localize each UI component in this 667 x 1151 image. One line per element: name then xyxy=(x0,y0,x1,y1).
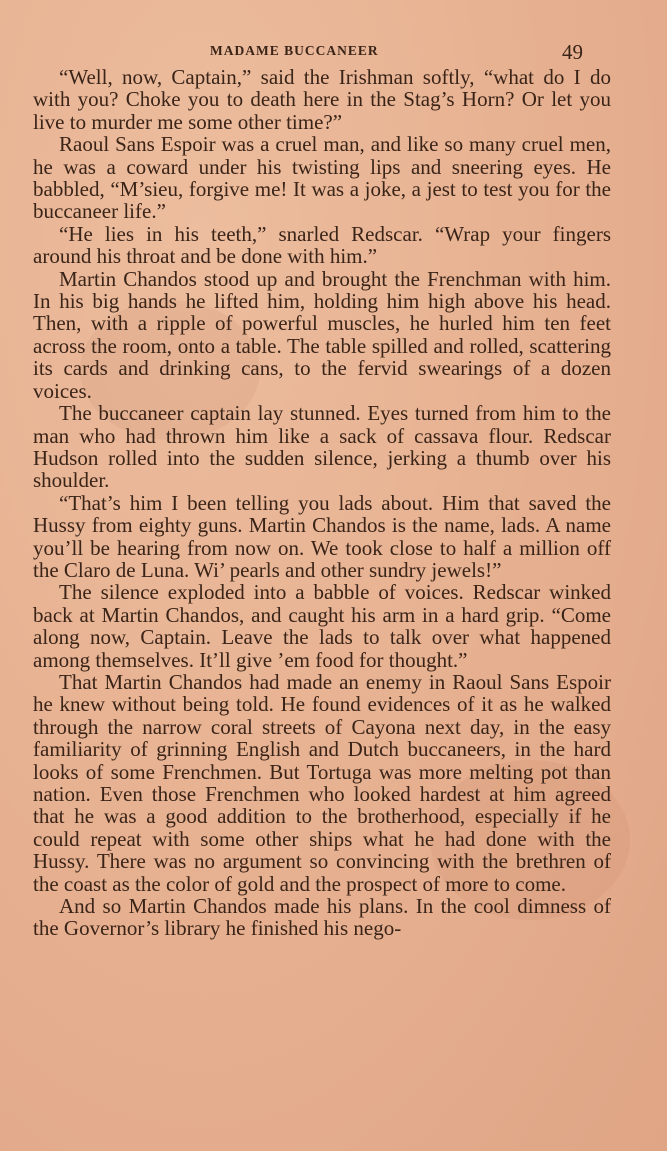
page-number: 49 xyxy=(562,40,583,64)
running-head: MADAME BUCCANEER xyxy=(210,43,379,58)
paragraph: And so Martin Chandos made his plans. In the cool dimness of the Governor’s library he finished his nego- xyxy=(33,894,611,941)
paragraph: That Martin Chandos had made an enemy in Raoul Sans Espoir he knew without being told. He found evidences of it as he walked through the narrow coral streets of Cayona next day, in the easy familiarity of grinning English and Dutch buccaneers, in the hard looks of some Frenchmen. But Tortuga was more melting pot than nation. Even those Frenchmen who looked hardest at him agreed that he was a good addition to the brotherhood, especially if he could repeat with some other ships what he had done with the Hussy. There was no argument so convincing with the brethren of the coast as the color of gold and the prospect of more to come. xyxy=(33,669,611,896)
paragraph: The buccaneer captain lay stunned. Eyes turned from him to the man who had thrown him like a sack of cassava flour. Redscar Hudson rolled into the sudden silence, jerking a thumb over his shoulder. xyxy=(33,401,611,493)
paragraph: The silence exploded into a babble of voices. Redscar winked back at Martin Chandos, and caught his arm in a hard grip. “Come along now, Captain. Leave the lads to talk over what happened among themselves. It’ll give ’em food for thought.” xyxy=(33,580,611,672)
paragraph: “He lies in his teeth,” snarled Redscar. “Wrap your fingers around his throat and be done with him.” xyxy=(33,221,611,269)
body-text xyxy=(33,66,611,940)
paragraph: Martin Chandos stood up and brought the Frenchman with him. In his big hands he lifted him, holding him high above his head. Then, with a ripple of powerful muscles, he hurled him ten feet across the room, onto a table. The table spilled and rolled, scattering its cards and drinking cans, to the fervid swearings of a dozen voices. xyxy=(33,266,611,403)
paragraph: “That’s him I been telling you lads about. Him that saved the Hussy from eighty guns. Martin Chandos is the name, lads. A name you’ll be hearing from now on. We took close to half a million off the Claro de Luna. Wi’ pearls and other sundry jewels!” xyxy=(33,490,611,582)
paragraph: “Well, now, Captain,” said the Irishman softly, “what do I do with you? Choke you to death here in the Stag’s Horn? Or let you live to murder me some other time?” xyxy=(33,65,611,134)
paragraph: Raoul Sans Espoir was a cruel man, and like so many cruel men, he was a coward under his twisting lips and sneering eyes. He babbled, “M’sieu, forgive me! It was a joke, a jest to test you for the buccaneer life.” xyxy=(33,132,611,224)
